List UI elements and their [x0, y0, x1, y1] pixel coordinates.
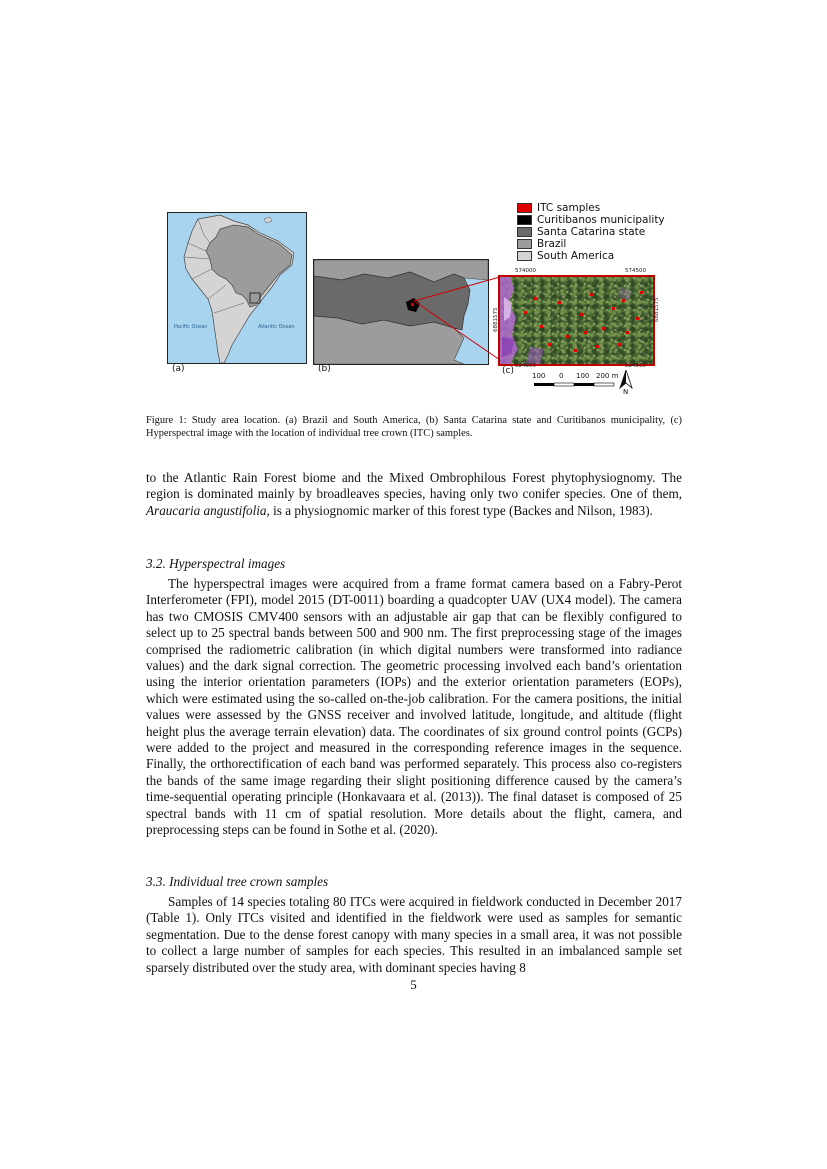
page-number: 5	[410, 977, 417, 992]
legend-swatch	[517, 203, 532, 213]
legend-item-brazil	[517, 238, 566, 249]
coord-bottom-right: 524500	[625, 363, 646, 369]
legend-label: Santa Catarina state	[537, 225, 646, 238]
north-arrow-icon	[619, 370, 633, 398]
panel-b-label: (b)	[318, 364, 331, 374]
south-america-map	[168, 213, 306, 363]
legend-label: ITC samples	[537, 201, 601, 214]
section-heading-3-2: 3.2. Hyperspectral images	[146, 556, 286, 571]
pacific-ocean-label: Pacific Ocean	[174, 324, 208, 330]
legend-swatch	[517, 227, 532, 237]
paragraph-2	[146, 576, 682, 839]
scale-label-3: 200 m	[596, 372, 619, 380]
panel-c-label: (c)	[502, 366, 514, 376]
coord-top-right: 574500	[625, 268, 646, 274]
coord-right: 6881575	[654, 297, 660, 322]
coord-left: 6881575	[493, 307, 499, 332]
legend-label: Curitibanos municipality	[537, 213, 665, 226]
legend-item-curitibanos	[517, 214, 665, 225]
atlantic-ocean-label: Atlantic Ocean	[258, 324, 295, 330]
scale-bar	[532, 372, 632, 392]
panel-a-south-america-map	[167, 212, 307, 364]
coord-top-left: 574000	[515, 268, 536, 274]
legend-swatch	[517, 215, 532, 225]
species-name: Araucaria angustifolia	[146, 502, 267, 518]
paragraph-1-text-a: to the Atlantic Rain Forest biome and the Mixed Ombrophilous Forest phytophysiognomy. The region is dominated mainly by broadleaves species, having only two conifer species. One of them,	[146, 470, 682, 502]
paragraph-2-text: The hyperspectral images were acquired from a frame format camera based on a Fabry-Perot Interferometer (FPI), model 2015 (DT-0011) boarding a quadcopter UAV (UX4 model). The camera has two CMOSIS CMV400 sensors with an adjustable air gap that can be flexibly configured to select up to 25 spectral bands between 500 and 900 nm. The first preprocessing stage of the images comprised the radiometric calibration (in which digital numbers were transformed into radiance values) and the dark signal correction. The geometric processing involved each band’s orientation using the interior orientation parameters (IOPs) and the exterior orientation parameters (EOPs), which were estimated using the so-called on-the-job calibration. For the camera positions, the initial values were assessed by the GNSS receiver and involved latitude, longitude, and altitude (flight height plus the average terrain elevation) data. The coordinates of six ground control points (GCPs) were added to the project and measured in the corresponding reference images in the sequence. Finally, the orthorectification of each band was performed separately. This process also co-registers the bands of the same image regarding their slight positioning difference caused by the camera’s time-sequential operating principle (Honkavaara et al. (2013)). The final dataset is composed of 25 spectral bands with 11 cm of spatial resolution. More details about the flight, camera, and preprocessing steps can be found in Sothe et al. (2020).	[146, 576, 682, 838]
legend-swatch	[517, 251, 532, 261]
legend-item-itc	[517, 202, 600, 213]
hyperspectral-image	[500, 277, 653, 364]
section-heading-3-3: 3.3. Individual tree crown samples	[146, 874, 329, 889]
legend-label: Brazil	[537, 237, 567, 250]
paragraph-3	[146, 894, 682, 976]
paragraph-1-text-b: , is a physiognomic marker of this forest type (Backes and Nilson, 1983).	[266, 502, 653, 518]
legend-label: South America	[537, 249, 615, 262]
scale-bar-graphic	[534, 382, 616, 388]
panel-a-label: (a)	[172, 364, 185, 374]
figure-caption: Figure 1: Study area location. (a) Brazil and South America, (b) Santa Catarina state and Curitibanos municipality, (c) Hyperspectral image with the location of individual tree crown (ITC) samples.	[146, 415, 682, 439]
legend-item-santa-catarina	[517, 226, 645, 237]
scale-label-0: 100	[532, 372, 546, 380]
paragraph-3-text: Samples of 14 species totaling 80 ITCs were acquired in fieldwork conducted in December 2017 (Table 1). Only ITCs visited and identified in the fieldwork were used as samples for semantic segmentation. Due to the dense forest canopy with many species in a small area, it was not possible to collect a large number of samples for each species. This resulted in an imbalanced sample set sparsely distributed over the study area, with dominant species having 8	[146, 894, 682, 975]
coord-bottom-left: 524000	[515, 363, 536, 369]
scale-label-1: 0	[559, 372, 564, 380]
legend-swatch	[517, 239, 532, 249]
panel-c-hyperspectral-image	[498, 275, 655, 366]
legend-item-south-america	[517, 250, 614, 261]
scale-label-2: 100	[576, 372, 590, 380]
map-legend	[517, 202, 687, 262]
paragraph-1	[146, 470, 682, 519]
north-label: N	[623, 388, 629, 396]
